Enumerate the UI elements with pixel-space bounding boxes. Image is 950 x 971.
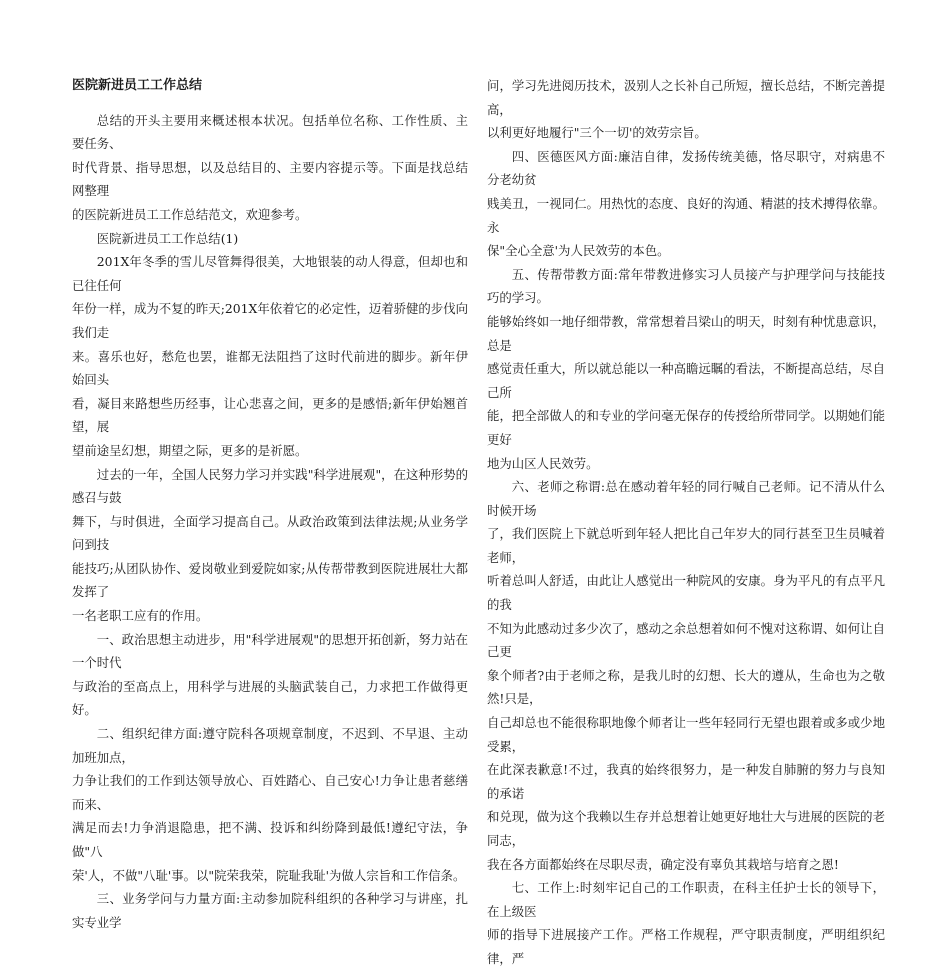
paragraph-ethics: 四、医德医风方面:廉洁自律，发扬传统美德，恪尽职守，对病患不分老幼贫 贱美丑，一视同仁。用热忱的态度、良好的沟通、精湛的技术搏得依靠。永 保"全心全意'为人民效劳的本色。 (487, 148, 885, 259)
left-column (72, 74, 468, 934)
paragraph-professional: 三、业务学问与力量方面:主动参加院科组织的各种学习与讲座，扎实专业学 (72, 891, 468, 930)
paragraph-teacher-title: 六、老师之称谓:总在感动着年轻的同行喊自己老师。记不清从什么时候开场 了，我们医院上下就总听到年轻人把比自己年岁大的同行甚至卫生员喊着老师， 听着总叫人舒适，由此让人感觉出一种院风的安康。身为平凡的有点平凡的我 不知为此感动过多少次了，感动之余总想着如何不愧对这称谓、如何让自己更 象个师者?由于老师之称，是我儿时的幻想、长大的遵从，生命也为之敬然!只是， 自己却总也不能很称职地像个师者让一些年轻同行无望也跟着或多或少地受累， 在此深表歉意!不过，我真的始终很努力，是一种发自肺腑的努力与良知的承诺 和兑现，做为这个我赖以生存并总想着让她更好地壮大与进展的医院的老同志， 我在各方面都始终在尽职尽责，确定没有辜负其栽培与培育之恩! (487, 479, 885, 872)
paragraph-professional-cont: 问，学习先进阅历技术，汲别人之长补自己所短，擅长总结，不断完善提高， 以利更好地履行"三个一切'的效劳宗旨。 (487, 78, 885, 141)
paragraph-new-year: 201X年冬季的雪儿尽管舞得很美，大地银装的动人得意，但却也和已往任何 年份一样，成为不复的昨天;201X年依着它的必定性，迈着骄健的步伐向我们走 来。喜乐也好，愁危也罢，谁都无法阻挡了这时代前进的脚步。新年伊始回头 看，凝目来路想些历经事，让心悲喜之间，更多的是感悟;新年伊始翘首望，展 望前途呈幻想，期望之际，更多的是祈愿。 (72, 254, 468, 458)
intro-paragraph: 总结的开头主要用来概述根本状况。包括单位名称、工作性质、主要任务、 时代背景、指导思想，以及总结目的、主要内容提示等。下面是找总结网整理 的医院新进员工工作总结范文，欢迎参考。 (72, 112, 468, 222)
paragraph-work: 七、工作上:时刻牢记自己的工作职责，在科主任护士长的领导下，在上级医 师的指导下进展接产工作。严格工作规程，严守职责制度，严明组织纪律，严 (487, 880, 885, 966)
document-title: 医院新进员工工作总结 (72, 78, 203, 93)
paragraph-discipline: 二、组织纪律方面:遵守院科各项规章制度，不迟到、不早退、主动加班加点， 力争让我们的工作到达领导放心、百姓踏心、自己安心!力争让患者慈缮而来、 满足而去!力争消退隐患，把不满、投诉和纠纷降到最低!遵纪守法，争做"八 荣'人，不做"八耻'事。以"院荣我荣，院耻我耻'为做人宗旨和工作信条。 (72, 726, 468, 883)
paragraph-teaching: 五、传帮带教方面:常年带教进修实习人员接产与护理学问与技能技巧的学习。 能够始终如一地仔细带教，常常想着吕梁山的明天，时刻有种忧患意识，总是 感觉责任重大，所以就总能以一种高瞻远瞩的看法，不断提高总结，尽自己所 能，把全部做人的和专业的学问毫无保存的传授给所带同学。以期她们能更好 地为山区人民效劳。 (487, 266, 885, 471)
right-column (487, 74, 885, 971)
title-gap (72, 98, 468, 109)
paragraph-past-year: 过去的一年，全国人民努力学习并实践"科学进展观"，在这种形势的感召与鼓 舞下，与时俱进，全面学习提高自己。从政治政策到法律法规;从业务学问到技 能技巧;从团队协作、爱岗敬业到爱院如家;从传帮带教到医院进展壮大都发挥了 一名老职工应有的作用。 (72, 466, 468, 624)
section-heading: 医院新进员工工作总结(1) (96, 230, 239, 246)
paragraph-politics: 一、政治思想主动进步，用"科学进展观"的思想开拓创新，努力站在一个时代 与政治的至高点上，用科学与进展的头脑武装自己，力求把工作做得更好。 (72, 631, 468, 718)
